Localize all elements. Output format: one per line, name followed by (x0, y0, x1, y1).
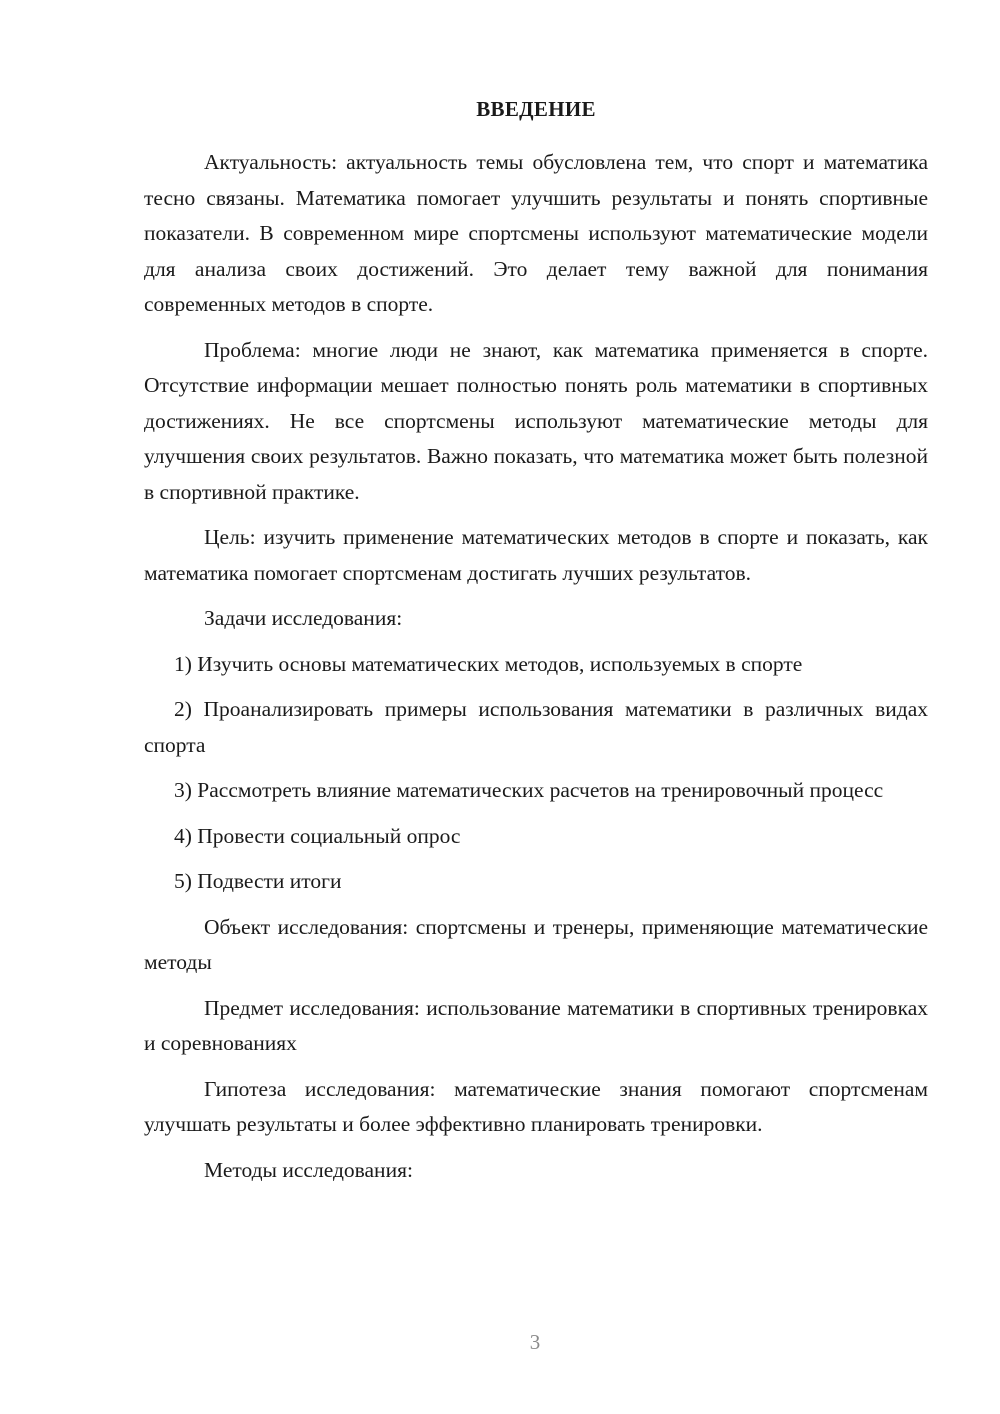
paragraph-tasks-heading: Задачи исследования: (204, 606, 403, 630)
task-item: 5) Подвести итоги (174, 869, 342, 893)
paragraph-goal: Цель: изучить применение математических методов в спорте и показать, как математика помогает спортсменам достигать лучших результатов. (144, 525, 928, 585)
paragraph-methods: Методы исследования: (204, 1157, 413, 1182)
page-number: 3 (529, 1330, 541, 1354)
task-list (144, 647, 928, 900)
section-heading: ВВЕДЕНИЕ (476, 97, 596, 121)
paragraph-relevance: Актуальность: актуальность темы обусловлена тем, что спорт и математика тесно связаны. Математика помогает улучшить результаты и понять спортивные показатели. В современном мире спортсмены используют математические модели для анализа своих достижений. Это делает тему важной для понимания современных методов в спорте. (144, 150, 928, 316)
task-item: 2) Проанализировать примеры использования математики в различных видах спорта (144, 697, 928, 757)
paragraph-hypothesis: Гипотеза исследования: математические знания помогают спортсменам улучшать результаты и более эффективно планировать тренировки. (144, 1076, 928, 1136)
paragraph-object: Объект исследования: спортсмены и тренеры, применяющие математические методы (144, 914, 928, 974)
paragraph-problem: Проблема: многие люди не знают, как математика применяется в спорте. Отсутствие информации мешает полностью понять роль математики в спортивных достижениях. Не все спортсмены используют математические методы для улучшения своих результатов. Важно показать, что математика может быть полезной в спортивной практике. (144, 337, 928, 504)
paragraph-subject: Предмет исследования: использование математики в спортивных тренировках и соревнованиях (144, 995, 928, 1055)
task-item: 1) Изучить основы математических методов, используемых в спорте (174, 651, 803, 676)
page-content (144, 92, 928, 1198)
task-item: 4) Провести социальный опрос (174, 823, 461, 848)
task-item: 3) Рассмотреть влияние математических расчетов на тренировочный процесс (174, 778, 884, 802)
